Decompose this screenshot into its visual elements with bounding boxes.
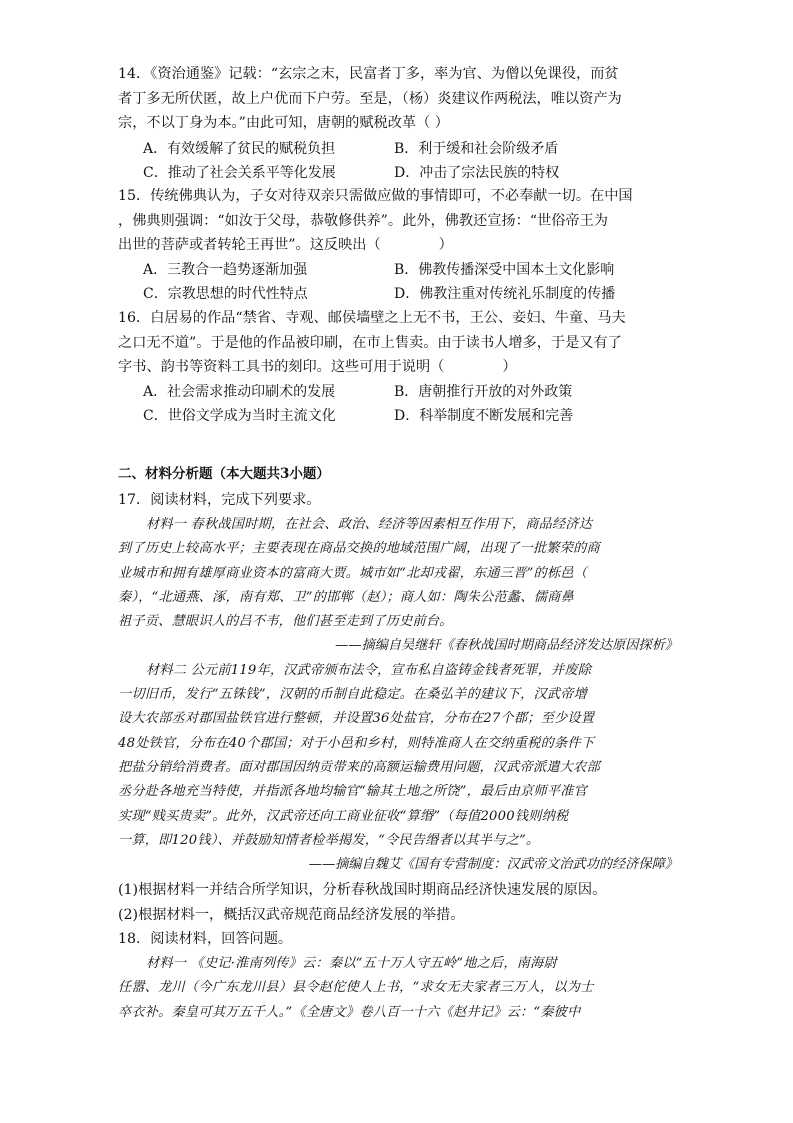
question-14-line: 者丁多无所伏匿，故上户优而下户劳。至是，（杨）炎建议作两税法，唯以资产为 bbox=[118, 90, 622, 107]
material-line: 丞分赴各地充当特使，并指派各地均输官“输其土地之所饶”，最后由京师平准官 bbox=[118, 784, 588, 800]
question-14-line: 宗，不以丁身为本。”由此可知，唐朝的赋税改革（ ） bbox=[118, 115, 449, 131]
question-18-intro-wrap bbox=[118, 927, 678, 952]
question-16-line: 16．白居易的作品“禁省、寺观、邮侯墙壁之上无不书，王公、妾妇、牛童、马夫 bbox=[118, 310, 626, 326]
q15-option-b[interactable]: B．佛教传播深受中国本土文化影响 bbox=[394, 262, 615, 278]
question-15 bbox=[118, 184, 678, 258]
question-16-line-last bbox=[118, 355, 678, 380]
material-line: 秦），“北通燕、涿，南有郑、卫”的邯郸（赵）；商人如：陶朱公范蠡、儒商鼻 bbox=[118, 589, 574, 605]
q14-option-d[interactable]: D．冲击了宗法民族的特权 bbox=[394, 165, 560, 181]
question-18-intro: 18．阅读材料，回答问题。 bbox=[118, 931, 293, 947]
question-15-line-last bbox=[118, 233, 678, 258]
q16-option-d[interactable]: D．科举制度不断发展和完善 bbox=[394, 408, 574, 424]
material-source: ——摘编自吴继轩《春秋战国时期商品经济发达原因探析》 bbox=[335, 638, 678, 654]
q16-option-c[interactable]: C．世俗文学成为当时主流文化 bbox=[143, 408, 336, 424]
material-line: 材料一 《史记·淮南列传》云：秦以“五十万人守五岭”地之后，南海尉 bbox=[146, 956, 557, 971]
material-line: 一切旧币，发行“五铢钱”，汉朝的币制自此稳定。在桑弘羊的建议下，汉武帝增 bbox=[118, 687, 588, 703]
material-line: 祖子贡、慧眼识人的吕不韦，他们甚至走到了历史前台。 bbox=[118, 614, 453, 630]
subquestion-1: (1)根据材料一并结合所学知识，分析春秋战国时期商品经济快速发展的原因。 bbox=[118, 882, 607, 898]
section-heading: 二、材料分析题（本大题共3小题） bbox=[118, 466, 330, 482]
material-line: 材料二 公元前119年，汉武帝颁布法令，宣布私自盗铸金钱者死罪，并废除 bbox=[146, 662, 592, 678]
material-line: 卒衣补。秦皇可其万五千人。”《全唐文》卷八百一十六《赵井记》云：“秦彼中 bbox=[118, 1004, 581, 1020]
material-line: 设大农部丞对郡国盐铁官进行整顿，并设置36处盐官，分布在27个郡；至少设置 bbox=[118, 711, 595, 727]
q16-option-b[interactable]: B．唐朝推行开放的对外政策 bbox=[394, 384, 573, 400]
question-16-paren-close: ） bbox=[502, 359, 517, 375]
question-16 bbox=[118, 306, 678, 380]
q15-option-d[interactable]: D．佛教注重对传统礼乐制度的传播 bbox=[394, 286, 616, 302]
material-line: 到了历史上较高水平；主要表现在商品交换的地域范围广阔，出现了一批繁荣的商 bbox=[118, 541, 600, 557]
question-17-subquestions bbox=[118, 878, 678, 927]
material-line: 任嚣、龙川（今广东龙川县）县令赵佗使人上书，“求女无夫家者三万人，以为士 bbox=[118, 980, 594, 996]
material-source: ——摘编自魏艾《国有专营制度：汉武帝文治武功的经济保障》 bbox=[308, 857, 678, 873]
material-line: 材料一 春秋战国时期，在社会、政治、经济等因素相互作用下，商品经济达 bbox=[146, 517, 593, 532]
question-17-intro-wrap bbox=[118, 488, 678, 513]
question-15-line: ，佛典则强调：“如汝于父母，恭敬修供养”。此外，佛教还宣扬：“世俗帝王为 bbox=[118, 212, 608, 229]
material-line: 把盐分销给消费者。面对郡国因纳贡带来的高额运输费用问题，汉武帝派遣大农部 bbox=[118, 759, 600, 775]
material-line: 一算，即120钱）、并鼓励知情者检举揭发，“令民告缗者以其半与之”。 bbox=[118, 832, 540, 848]
q14-option-b[interactable]: B．利于缓和社会阶级矛盾 bbox=[394, 141, 559, 157]
question-14-line: 14．《资治通鉴》记载：“玄宗之末，民富者丁多，率为官、为僧以免课役，而贫 bbox=[118, 66, 619, 82]
question-16-line: 之口无不道”。于是他的作品被印刷，在市上售卖。由于读书人增多，于是又有了 bbox=[118, 334, 622, 351]
question-15-line: 15．传统佛典认为，子女对待双亲只需做应做的事情即可，不必奉献一切。在中国 bbox=[118, 188, 633, 204]
q14-option-a[interactable]: A．有效缓解了贫民的赋税负担 bbox=[143, 141, 336, 157]
question-17-intro: 17．阅读材料，完成下列要求。 bbox=[118, 492, 321, 508]
q14-option-c[interactable]: C．推动了社会关系平等化发展 bbox=[143, 165, 336, 181]
subquestion-2: (2)根据材料一，概括汉武帝规范商品经济发展的举措。 bbox=[118, 906, 465, 923]
material-18-1 bbox=[118, 952, 678, 1025]
material-line: 实现“贱买贵卖”。此外，汉武帝还向工商业征收“算缗”（每值2000钱则纳税 bbox=[118, 808, 569, 824]
q15-option-a[interactable]: A．三教合一趋势逐渐加强 bbox=[143, 262, 308, 278]
question-16-stem-end: 字书、韵书等资料工具书的刻印。这些可用于说明（ bbox=[118, 359, 445, 375]
q15-option-c[interactable]: C．宗教思想的时代性特点 bbox=[143, 286, 308, 302]
material-line: 48处铁官，分布在40个郡国；对于小邑和乡村，则特准商人在交纳重税的条件下 bbox=[118, 735, 595, 751]
material-line: 业城市和拥有雄厚商业资本的富商大贾。城市如“北却戎翟，东通三晋”的栎邑（ bbox=[118, 565, 588, 581]
question-15-stem-end: 出世的菩萨或者转轮王再世”。这反映出（ bbox=[118, 237, 381, 253]
question-15-paren-close: ） bbox=[438, 237, 453, 253]
q16-option-a[interactable]: A．社会需求推动印刷术的发展 bbox=[143, 384, 336, 400]
question-14 bbox=[118, 62, 678, 136]
material-1 bbox=[118, 513, 678, 877]
